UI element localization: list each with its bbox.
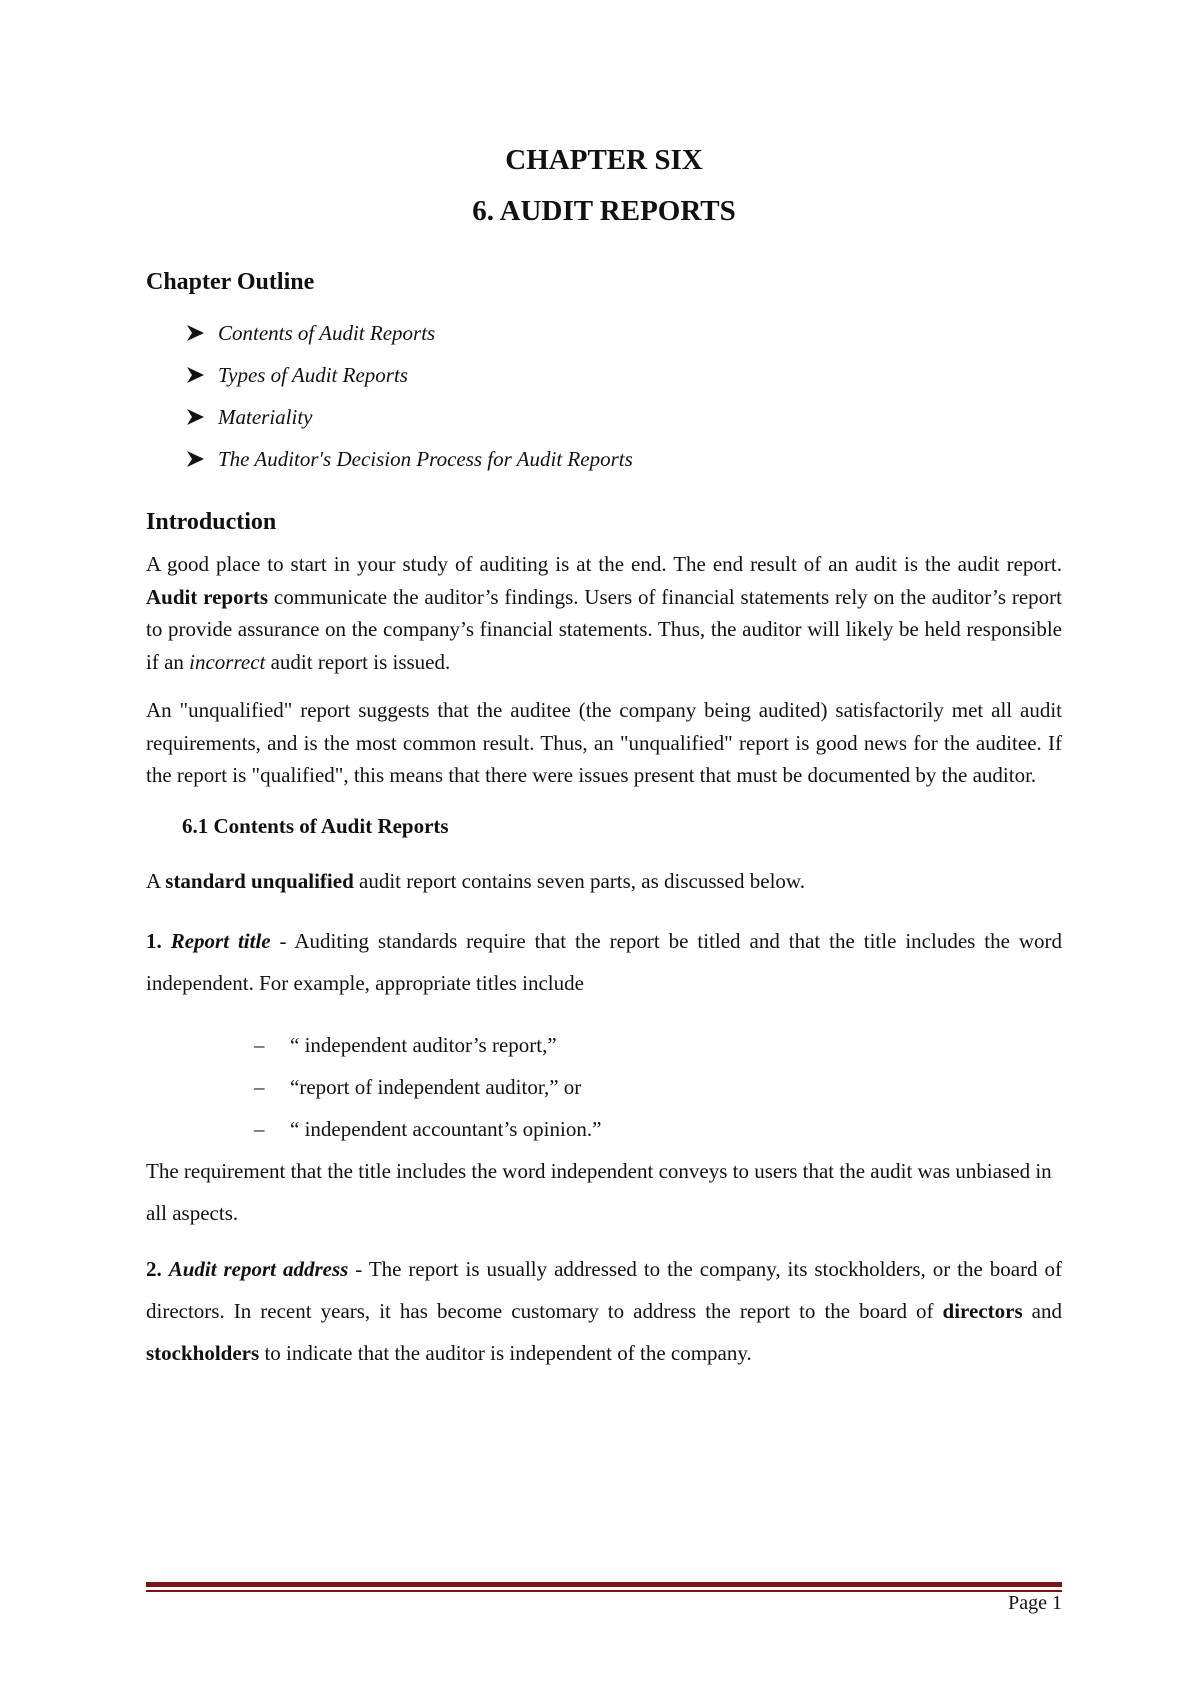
italic-term: incorrect	[189, 649, 266, 674]
outline-list	[146, 312, 1062, 480]
arrow-bullet-icon	[184, 322, 206, 344]
arrow-bullet-icon	[184, 448, 206, 470]
outline-heading: Chapter Outline	[146, 269, 315, 295]
dash-bullet: –	[254, 1116, 265, 1141]
item-text: to indicate that the auditor is independent of the company.	[259, 1340, 752, 1365]
outline-item-label: Types of Audit Reports	[218, 363, 408, 387]
chapter-number-title: 6. AUDIT REPORTS	[472, 195, 736, 227]
text-run: and	[1022, 1298, 1063, 1323]
dash-bullet: –	[254, 1074, 265, 1099]
item-text: - Auditing standards require that the report be titled and that the title includes the word independent. For example, appropriate titles include	[146, 928, 1063, 995]
section-heading: 6.1 Contents of Audit Reports	[182, 813, 449, 838]
item-title: Audit report address	[168, 1256, 349, 1281]
list-item	[254, 1024, 1062, 1066]
item-audit-report-address	[146, 1248, 1062, 1374]
bold-term: stockholders	[146, 1340, 260, 1365]
text-run: audit report is issued.	[265, 649, 451, 674]
item-number: 2.	[146, 1256, 169, 1281]
outline-item	[184, 396, 1062, 438]
standard-report-sentence	[146, 868, 1062, 893]
text-run: audit report contains seven parts, as discussed below.	[353, 868, 805, 893]
introduction-heading: Introduction	[146, 509, 277, 535]
introduction-paragraph-1	[146, 548, 1062, 678]
title-requirement-paragraph: The requirement that the title includes the word independent conveys to users that the audit was unbiased in all aspects.	[146, 1158, 1052, 1225]
footer-divider	[146, 1582, 1062, 1592]
outline-item-label: Materiality	[218, 405, 313, 429]
bold-term: standard unqualified	[165, 868, 354, 893]
chapter-title: CHAPTER SIX	[505, 144, 703, 176]
text-run: A good place to start in your study of auditing is at the end. The end result of an audit is the audit report.	[146, 552, 1062, 576]
footer-line-thick	[146, 1582, 1062, 1587]
introduction-paragraph-2: An "unqualified" report suggests that the auditee (the company being audited) satisfactorily met all audit requirements, and is the most common result. Thus, an "unqualified" report is good news for the auditee. If the report is "qualified", this means that there were issues present that must be documented by the auditor.	[146, 698, 1062, 787]
arrow-bullet-icon	[184, 406, 206, 428]
dash-bullet: –	[254, 1032, 265, 1057]
outline-item-label: The Auditor's Decision Process for Audit Reports	[218, 447, 633, 471]
title-examples-list	[146, 1024, 1062, 1150]
outline-item	[184, 354, 1062, 396]
outline-item-label: Contents of Audit Reports	[218, 321, 436, 345]
outline-item	[184, 438, 1062, 480]
list-item	[254, 1108, 1062, 1150]
text-run: A	[146, 868, 166, 893]
list-item	[254, 1066, 1062, 1108]
example-title: “ independent accountant’s opinion.”	[290, 1116, 602, 1141]
item-number: 1.	[146, 928, 171, 953]
footer-line-thin	[146, 1590, 1062, 1592]
item-text: - The report is usually addressed to the company, its stockholders, or the board of directors. In recent years, it has become customary to address the report to the board of	[146, 1256, 1063, 1323]
arrow-bullet-icon	[184, 364, 206, 386]
example-title: “report of independent auditor,” or	[290, 1074, 582, 1099]
outline-item	[184, 312, 1062, 354]
item-report-title	[146, 920, 1062, 1004]
example-title: “ independent auditor’s report,”	[290, 1032, 557, 1057]
text-run: communicate the auditor’s findings. Users of financial statements rely on the auditor’s report to provide assurance on the company’s financial statements. Thus, the auditor will likely be held responsible if an	[146, 584, 1063, 674]
page-number: Page 1	[1008, 1592, 1062, 1614]
bold-term: directors	[942, 1298, 1023, 1323]
page-content	[146, 146, 1062, 1374]
bold-term: Audit reports	[146, 584, 269, 609]
item-title: Report title	[170, 928, 271, 953]
